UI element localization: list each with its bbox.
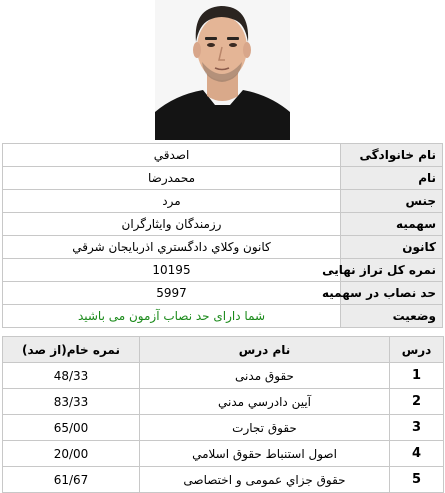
course-score: 20/00 xyxy=(3,441,140,467)
course-index: 3 xyxy=(390,415,444,441)
info-label: نمره کل تراز نهایی xyxy=(341,259,443,282)
info-row-gender xyxy=(3,190,443,213)
course-score: 61/67 xyxy=(3,467,140,493)
column-header-name: نام درس xyxy=(140,337,390,363)
info-row-final-score xyxy=(3,259,443,282)
info-value: 10195 xyxy=(3,259,341,282)
table-row xyxy=(3,389,444,415)
course-name: حقوق مدنی xyxy=(140,363,390,389)
course-index: 1 xyxy=(390,363,444,389)
candidate-info-table xyxy=(2,143,443,328)
info-value: مرد xyxy=(3,190,341,213)
column-header-index: درس xyxy=(390,337,444,363)
info-label: نام خانوادگی xyxy=(341,144,443,167)
table-row xyxy=(3,363,444,389)
course-score: 83/33 xyxy=(3,389,140,415)
course-name: حقوق تجارت xyxy=(140,415,390,441)
info-label: نام xyxy=(341,167,443,190)
course-name: حقوق جزاي عمومی و اختصاصی xyxy=(140,467,390,493)
course-scores-table xyxy=(2,336,444,493)
course-name: آيين دادرسي مدني xyxy=(140,389,390,415)
course-header-row xyxy=(3,337,444,363)
info-label: جنس xyxy=(341,190,443,213)
course-index: 4 xyxy=(390,441,444,467)
course-index: 5 xyxy=(390,467,444,493)
info-row-first-name xyxy=(3,167,443,190)
info-value: 5997 xyxy=(3,282,341,305)
info-row-status xyxy=(3,305,443,328)
info-row-quota xyxy=(3,213,443,236)
info-row-quota-threshold xyxy=(3,282,443,305)
column-header-score: نمره خام(از صد) xyxy=(3,337,140,363)
info-value: محمدرضا xyxy=(3,167,341,190)
info-row-last-name xyxy=(3,144,443,167)
course-score: 48/33 xyxy=(3,363,140,389)
info-value: كانون وكلاي دادگستري اذربايجان شرقي xyxy=(3,236,341,259)
info-label: کانون xyxy=(341,236,443,259)
candidate-photo xyxy=(155,0,290,140)
course-name: اصول استنباط حقوق اسلامي xyxy=(140,441,390,467)
info-value: رزمندگان وايثارگران xyxy=(3,213,341,236)
table-row xyxy=(3,415,444,441)
table-row xyxy=(3,441,444,467)
info-label: سهمیه xyxy=(341,213,443,236)
info-row-bar-association xyxy=(3,236,443,259)
info-label: وضعیت xyxy=(341,305,443,328)
info-label: حد نصاب در سهمیه xyxy=(341,282,443,305)
person-portrait-icon xyxy=(155,0,290,140)
status-message: شما دارای حد نصاب آزمون می باشید xyxy=(3,305,341,328)
photo-area xyxy=(0,0,445,143)
course-index: 2 xyxy=(390,389,444,415)
course-score: 65/00 xyxy=(3,415,140,441)
info-value: اصدقي xyxy=(3,144,341,167)
